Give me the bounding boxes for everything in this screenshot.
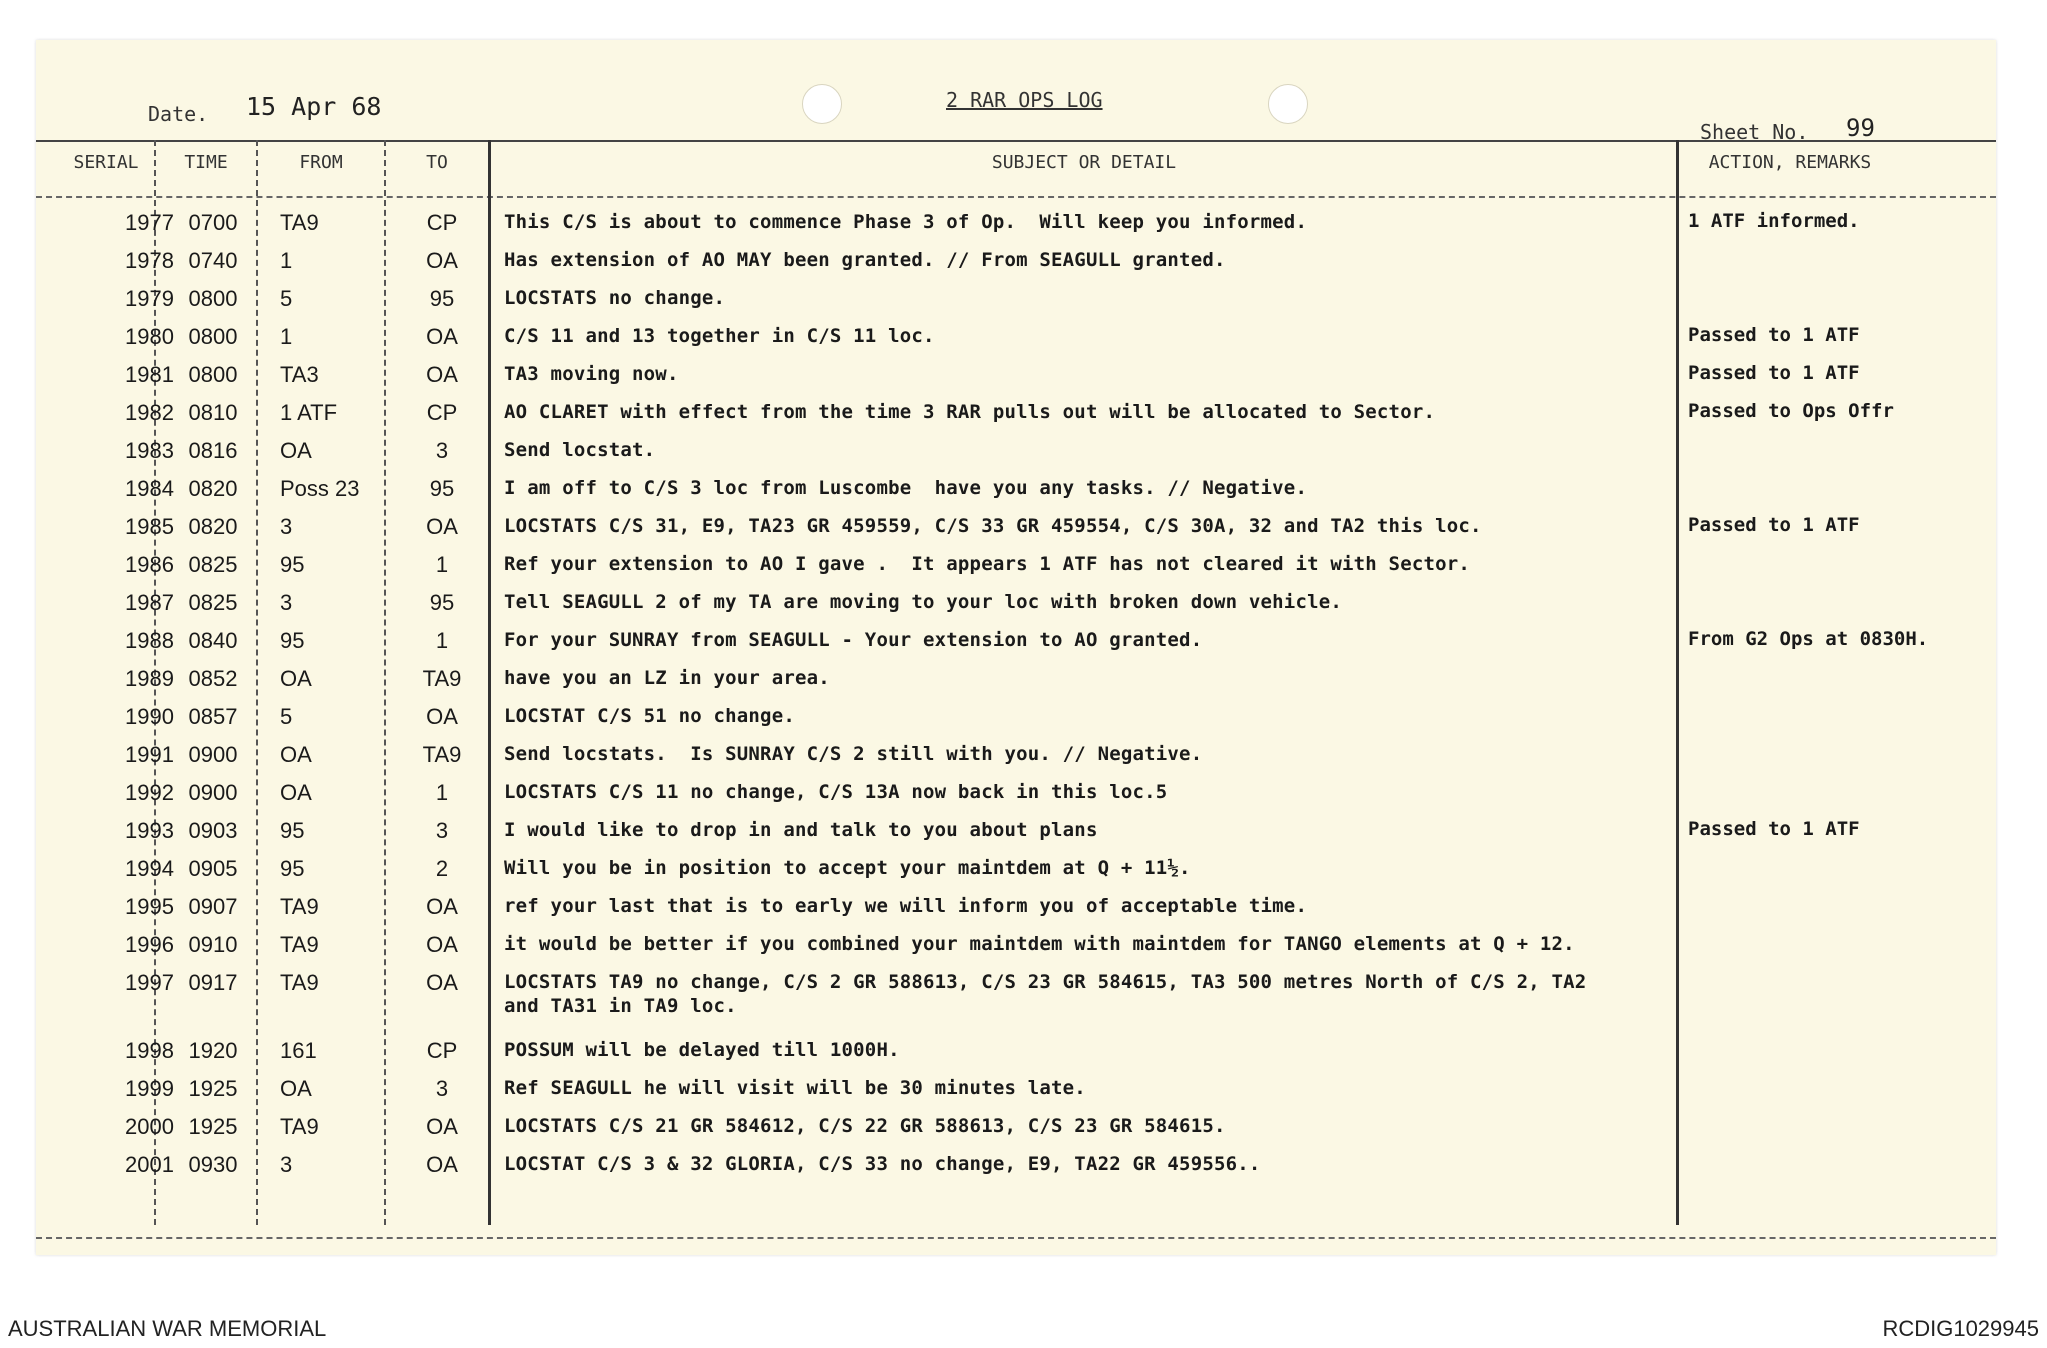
row-from: OA [280, 1076, 312, 1101]
row-time: 0840 [188, 628, 238, 653]
row-from: 3 [280, 590, 293, 615]
row-detail: Ref your extension to AO I gave . It appears 1 ATF has not cleared it with Sector. [504, 553, 1471, 575]
row-from: OA [280, 666, 312, 691]
row-to: 95 [429, 286, 455, 311]
table-row [36, 704, 1996, 742]
table-row [36, 590, 1996, 628]
table-row [36, 970, 1996, 1017]
row-serial: 1981 [125, 362, 174, 387]
row-serial: 1984 [125, 476, 174, 501]
row-detail: Send locstat. [504, 439, 656, 461]
row-time: 0820 [188, 514, 238, 539]
row-to: OA [426, 1152, 458, 1177]
row-to: TA9 [422, 666, 462, 691]
row-to: 3 [435, 1076, 449, 1101]
table-row [36, 780, 1996, 818]
row-detail: Has extension of AO MAY been granted. // From SEAGULL granted. [504, 249, 1226, 271]
row-detail: have you an LZ in your area. [504, 667, 830, 689]
row-to: 95 [429, 476, 455, 501]
row-detail: LOCSTATS C/S 11 no change, C/S 13A now back in this loc.5 [504, 781, 1168, 803]
row-to: OA [426, 248, 458, 273]
row-detail: TA3 moving now. [504, 363, 679, 385]
page-title: 2 RAR OPS LOG [946, 88, 1103, 112]
sheet-number-label: Sheet No. [1700, 120, 1809, 144]
row-serial: 1997 [125, 970, 174, 995]
row-serial: 1988 [125, 628, 174, 653]
row-detail: LOCSTATS C/S 21 GR 584612, C/S 22 GR 588613, C/S 23 GR 584615. [504, 1115, 1226, 1137]
row-detail: ref your last that is to early we will inform you of acceptable time. [504, 895, 1308, 917]
row-detail: C/S 11 and 13 together in C/S 11 loc. [504, 325, 935, 347]
column-header-from: FROM [299, 152, 343, 173]
table-row [36, 210, 1996, 248]
row-to: OA [426, 970, 458, 995]
row-from: Poss 23 [280, 476, 360, 501]
table-row [36, 1038, 1996, 1076]
table-row [36, 894, 1996, 932]
table-row [36, 514, 1996, 552]
row-from: 95 [280, 628, 305, 653]
row-serial: 1999 [125, 1076, 174, 1101]
table-row [36, 324, 1996, 362]
row-to: OA [426, 362, 458, 387]
row-detail: LOCSTATS no change. [504, 287, 726, 309]
row-detail: For your SUNRAY from SEAGULL - Your extension to AO granted. [504, 629, 1203, 651]
row-serial: 1987 [125, 590, 174, 615]
row-serial: 1992 [125, 780, 174, 805]
row-time: 1925 [188, 1076, 238, 1101]
row-from: OA [280, 780, 312, 805]
row-serial: 1978 [125, 248, 174, 273]
row-serial: 1983 [125, 438, 174, 463]
row-remark: Passed to Ops Offr [1688, 400, 1894, 422]
row-detail: Will you be in position to accept your maintdem at Q + 11½. [504, 857, 1191, 879]
row-from: TA9 [280, 1114, 319, 1139]
row-serial: 1995 [125, 894, 174, 919]
row-to: TA9 [422, 742, 462, 767]
row-remark: Passed to 1 ATF [1688, 514, 1860, 536]
table-row [36, 1114, 1996, 1152]
row-from: 1 ATF [280, 400, 338, 425]
row-to: OA [426, 1114, 458, 1139]
row-from: 95 [280, 552, 305, 577]
row-from: OA [280, 438, 312, 463]
row-detail: Send locstats. Is SUNRAY C/S 2 still with you. // Negative. [504, 743, 1203, 765]
row-time: 0857 [188, 704, 238, 729]
row-serial: 1991 [125, 742, 174, 767]
row-detail: Tell SEAGULL 2 of my TA are moving to your loc with broken down vehicle. [504, 591, 1343, 613]
row-time: 0810 [188, 400, 238, 425]
row-serial: 1977 [125, 210, 174, 235]
row-time: 0930 [188, 1152, 238, 1177]
row-from: 3 [280, 1152, 293, 1177]
row-serial: 1986 [125, 552, 174, 577]
punch-hole [802, 84, 842, 124]
date-label: Date. [148, 102, 209, 126]
row-to: 95 [429, 590, 455, 615]
row-to: OA [426, 324, 458, 349]
row-remark: Passed to 1 ATF [1688, 362, 1860, 384]
row-detail: LOCSTAT C/S 3 & 32 GLORIA, C/S 33 no change, E9, TA22 GR 459556.. [504, 1153, 1261, 1175]
column-header-time: TIME [184, 152, 228, 173]
row-time: 0825 [188, 552, 238, 577]
table-row [36, 476, 1996, 514]
row-from: OA [280, 742, 312, 767]
sheet-number-value: 99 [1846, 114, 1875, 142]
row-to: OA [426, 894, 458, 919]
row-serial: 2001 [125, 1152, 174, 1177]
row-time: 0820 [188, 476, 238, 501]
row-serial: 1979 [125, 286, 174, 311]
row-from: TA9 [280, 894, 319, 919]
row-remark: 1 ATF informed. [1688, 210, 1860, 232]
row-detail: LOCSTAT C/S 51 no change. [504, 705, 795, 727]
row-from: TA3 [280, 362, 319, 387]
table-row [36, 1152, 1996, 1190]
row-time: 0900 [188, 780, 238, 805]
row-time: 0825 [188, 590, 238, 615]
table-row [36, 818, 1996, 856]
table-row [36, 362, 1996, 400]
footer-record-id: RCDIG1029945 [1882, 1316, 2039, 1341]
row-to: OA [426, 704, 458, 729]
row-from: 3 [280, 514, 293, 539]
row-from: 95 [280, 856, 305, 881]
row-remark: Passed to 1 ATF [1688, 818, 1860, 840]
row-to: 1 [435, 628, 449, 653]
row-to: CP [426, 1038, 458, 1063]
row-time: 0700 [188, 210, 238, 235]
row-serial: 1990 [125, 704, 174, 729]
log-sheet [36, 40, 1996, 1255]
row-detail: LOCSTATS TA9 no change, C/S 2 GR 588613, C/S 23 GR 584615, TA3 500 metres North of C/S 2, TA2 and TA31 in TA9 loc. [504, 971, 1587, 1017]
row-serial: 1994 [125, 856, 174, 881]
date-value: 15 Apr 68 [246, 92, 382, 121]
row-detail: LOCSTATS C/S 31, E9, TA23 GR 459559, C/S 33 GR 459554, C/S 30A, 32 and TA2 this loc. [504, 515, 1482, 537]
row-from: TA9 [280, 932, 319, 957]
row-time: 1920 [188, 1038, 238, 1063]
row-time: 1925 [188, 1114, 238, 1139]
table-row [36, 400, 1996, 438]
row-from: TA9 [280, 210, 319, 235]
row-serial: 1993 [125, 818, 174, 843]
row-to: CP [426, 400, 458, 425]
punch-hole [1268, 84, 1308, 124]
table-row [36, 248, 1996, 286]
row-detail: I would like to drop in and talk to you about plans [504, 819, 1098, 841]
row-from: TA9 [280, 970, 319, 995]
column-header-serial: SERIAL [73, 152, 139, 173]
row-time: 0903 [188, 818, 238, 843]
row-time: 0907 [188, 894, 238, 919]
row-to: 3 [435, 438, 449, 463]
table-row [36, 742, 1996, 780]
row-time: 0800 [188, 362, 238, 387]
row-to: 3 [435, 818, 449, 843]
footer-archive-name: AUSTRALIAN WAR MEMORIAL [8, 1316, 327, 1341]
row-time: 0910 [188, 932, 238, 957]
row-to: 1 [435, 552, 449, 577]
row-serial: 2000 [125, 1114, 174, 1139]
row-detail: it would be better if you combined your maintdem with maintdem for TANGO elements at Q + 12. [504, 933, 1575, 955]
row-to: OA [426, 932, 458, 957]
table-row [36, 666, 1996, 704]
row-time: 0905 [188, 856, 238, 881]
row-serial: 1989 [125, 666, 174, 691]
row-to: 1 [435, 780, 449, 805]
table-row [36, 1076, 1996, 1114]
row-from: 5 [280, 704, 293, 729]
row-from: 1 [280, 324, 293, 349]
row-detail: AO CLARET with effect from the time 3 RAR pulls out will be allocated to Sector. [504, 401, 1436, 423]
row-time: 0900 [188, 742, 238, 767]
row-time: 0852 [188, 666, 238, 691]
row-detail: Ref SEAGULL he will visit will be 30 minutes late. [504, 1077, 1086, 1099]
row-from: 1 [280, 248, 293, 273]
row-time: 0800 [188, 324, 238, 349]
table-row [36, 438, 1996, 476]
column-header-remarks: ACTION, REMARKS [1708, 152, 1872, 173]
row-from: 5 [280, 286, 293, 311]
row-serial: 1996 [125, 932, 174, 957]
table-bottom-rule [36, 1237, 1996, 1239]
row-time: 0740 [188, 248, 238, 273]
table-row [36, 552, 1996, 590]
row-remark: Passed to 1 ATF [1688, 324, 1860, 346]
column-header-to: TO [426, 152, 448, 173]
header-bottom-rule [36, 196, 1996, 198]
table-row [36, 932, 1996, 970]
row-to: OA [426, 514, 458, 539]
header-top-rule [36, 140, 1996, 142]
row-serial: 1998 [125, 1038, 174, 1063]
row-serial: 1985 [125, 514, 174, 539]
row-remark: From G2 Ops at 0830H. [1688, 628, 1929, 650]
table-row [36, 856, 1996, 894]
row-serial: 1980 [125, 324, 174, 349]
row-time: 0917 [188, 970, 238, 995]
row-to: CP [426, 210, 458, 235]
row-serial: 1982 [125, 400, 174, 425]
table-row [36, 628, 1996, 666]
row-time: 0816 [188, 438, 238, 463]
table-row [36, 286, 1996, 324]
row-detail: POSSUM will be delayed till 1000H. [504, 1039, 900, 1061]
row-to: 2 [435, 856, 449, 881]
column-header-detail: SUBJECT OR DETAIL [991, 152, 1177, 173]
row-detail: I am off to C/S 3 loc from Luscombe have you any tasks. // Negative. [504, 477, 1308, 499]
row-from: 161 [280, 1038, 317, 1063]
row-time: 0800 [188, 286, 238, 311]
row-detail: This C/S is about to commence Phase 3 of Op. Will keep you informed. [504, 211, 1308, 233]
row-from: 95 [280, 818, 305, 843]
